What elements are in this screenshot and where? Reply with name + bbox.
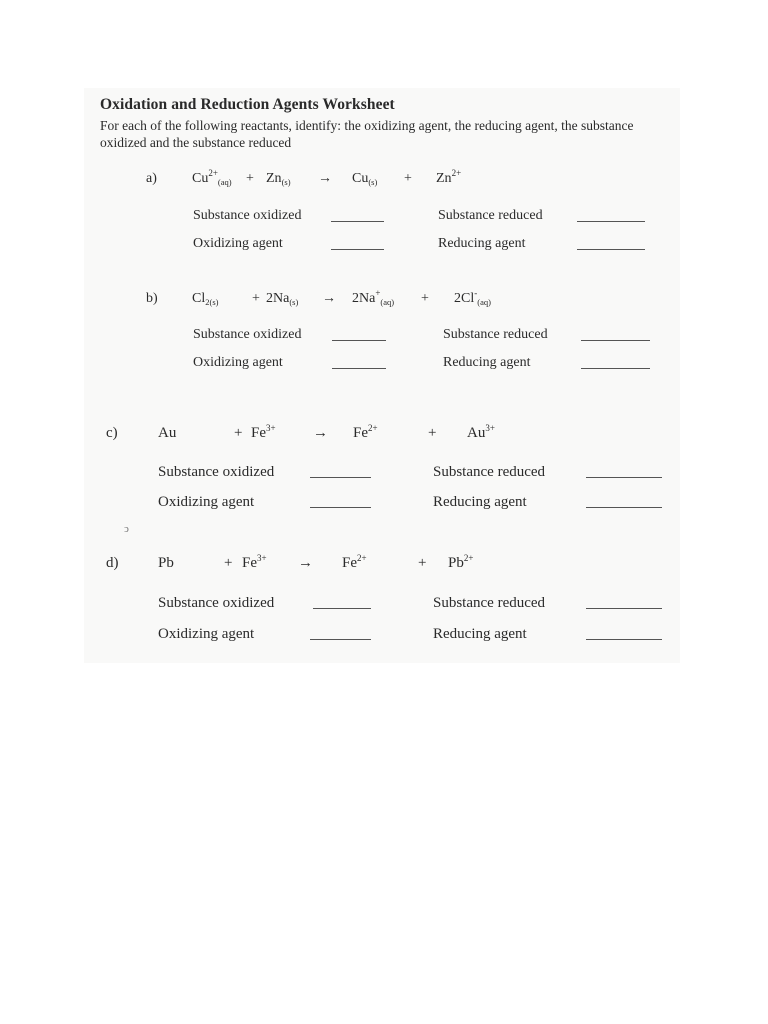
problem-letter: c) [106, 425, 118, 441]
substance-reduced-blank[interactable] [586, 477, 662, 478]
reactant-2: $Fe^{3+}$ [251, 423, 276, 441]
substance-oxidized-blank[interactable] [332, 340, 386, 341]
product-2: $Pb^{2+}$ [448, 553, 474, 571]
plus-sign: + [234, 425, 243, 441]
reducing-agent-label: Reducing agent [438, 236, 526, 251]
substance-reduced-blank[interactable] [581, 340, 650, 341]
pencil-mark: ↄ [124, 523, 129, 535]
problem-letter: d) [106, 555, 119, 571]
oxidizing-agent-blank[interactable] [310, 507, 371, 508]
answer-row-c-1 [0, 464, 768, 486]
product-1: $Fe^{2+}$ [342, 553, 367, 571]
reaction-arrow: → [298, 555, 313, 571]
plus-sign: + [421, 291, 429, 306]
product-2: $Au^{3+}$ [467, 423, 495, 441]
substance-reduced-blank[interactable] [577, 221, 645, 222]
worksheet-instructions: For each of the following reactants, identify: the oxidizing agent, the reducing agent, the substance oxidized and the substance reduced [100, 118, 634, 150]
reducing-agent-blank[interactable] [586, 639, 662, 640]
answer-row-c-2 [0, 494, 768, 516]
equation-c [0, 425, 768, 449]
reaction-arrow: → [318, 171, 332, 186]
substance-reduced-blank[interactable] [586, 608, 662, 609]
plus-sign: + [428, 425, 437, 441]
product-1: $Cu_{(s)}$ [352, 171, 378, 187]
product-2: $Zn^{2+}$ [436, 168, 462, 186]
reactant-1: $Cl_{2(s)}$ [192, 291, 219, 307]
plus-sign: + [404, 171, 412, 186]
answer-row-d-2 [0, 626, 768, 648]
product-1: $2Na^+_{(aq)}$ [352, 288, 395, 307]
plus-sign: + [252, 291, 260, 306]
substance-reduced-label: Substance reduced [433, 595, 546, 611]
answer-row-a-2 [0, 236, 768, 258]
problem-letter: b) [146, 291, 158, 306]
substance-reduced-label: Substance reduced [438, 208, 543, 223]
substance-oxidized-label: Substance oxidized [193, 208, 302, 223]
reducing-agent-label: Reducing agent [433, 626, 527, 642]
reactant-1: Pb [158, 555, 174, 571]
oxidizing-agent-label: Oxidizing agent [158, 626, 255, 642]
oxidizing-agent-blank[interactable] [331, 249, 384, 250]
substance-oxidized-blank[interactable] [331, 221, 384, 222]
reducing-agent-label: Reducing agent [443, 355, 531, 370]
product-2: $2Cl^-_{(aq)}$ [454, 288, 491, 307]
oxidizing-agent-label: Oxidizing agent [193, 236, 283, 251]
plus-sign: + [246, 171, 254, 186]
reducing-agent-blank[interactable] [586, 507, 662, 508]
substance-oxidized-label: Substance oxidized [158, 595, 275, 611]
reactant-1: $Cu^{2+}_{(aq)}$ [192, 168, 232, 187]
substance-oxidized-blank[interactable] [310, 477, 371, 478]
reducing-agent-label: Reducing agent [433, 494, 527, 510]
equation-d [0, 555, 768, 579]
reactant-1: Au [158, 425, 177, 441]
reducing-agent-blank[interactable] [581, 368, 650, 369]
substance-reduced-label: Substance reduced [443, 327, 548, 342]
answer-row-d-1 [0, 595, 768, 617]
plus-sign: + [224, 555, 233, 571]
substance-oxidized-label: Substance oxidized [193, 327, 302, 342]
reaction-arrow: → [322, 291, 336, 306]
product-1: $Fe^{2+}$ [353, 423, 378, 441]
oxidizing-agent-blank[interactable] [332, 368, 386, 369]
reaction-arrow: → [313, 425, 328, 441]
problem-letter: a) [146, 171, 157, 186]
equation-b [0, 288, 768, 315]
answer-row-b-1 [0, 327, 768, 349]
reducing-agent-blank[interactable] [577, 249, 645, 250]
substance-oxidized-label: Substance oxidized [158, 464, 275, 480]
reactant-2: $Zn_{(s)}$ [266, 171, 291, 187]
substance-reduced-label: Substance reduced [433, 464, 546, 480]
worksheet-title: Oxidation and Reduction Agents Worksheet [100, 96, 395, 113]
plus-sign: + [418, 555, 427, 571]
reactant-2: $Fe^{3+}$ [242, 553, 267, 571]
reactant-2: $2Na_{(s)}$ [266, 291, 299, 307]
answer-row-a-1 [0, 208, 768, 230]
oxidizing-agent-label: Oxidizing agent [193, 355, 283, 370]
substance-oxidized-blank[interactable] [313, 608, 371, 609]
equation-a [0, 168, 768, 195]
oxidizing-agent-blank[interactable] [310, 639, 371, 640]
oxidizing-agent-label: Oxidizing agent [158, 494, 255, 510]
answer-row-b-2 [0, 355, 768, 377]
